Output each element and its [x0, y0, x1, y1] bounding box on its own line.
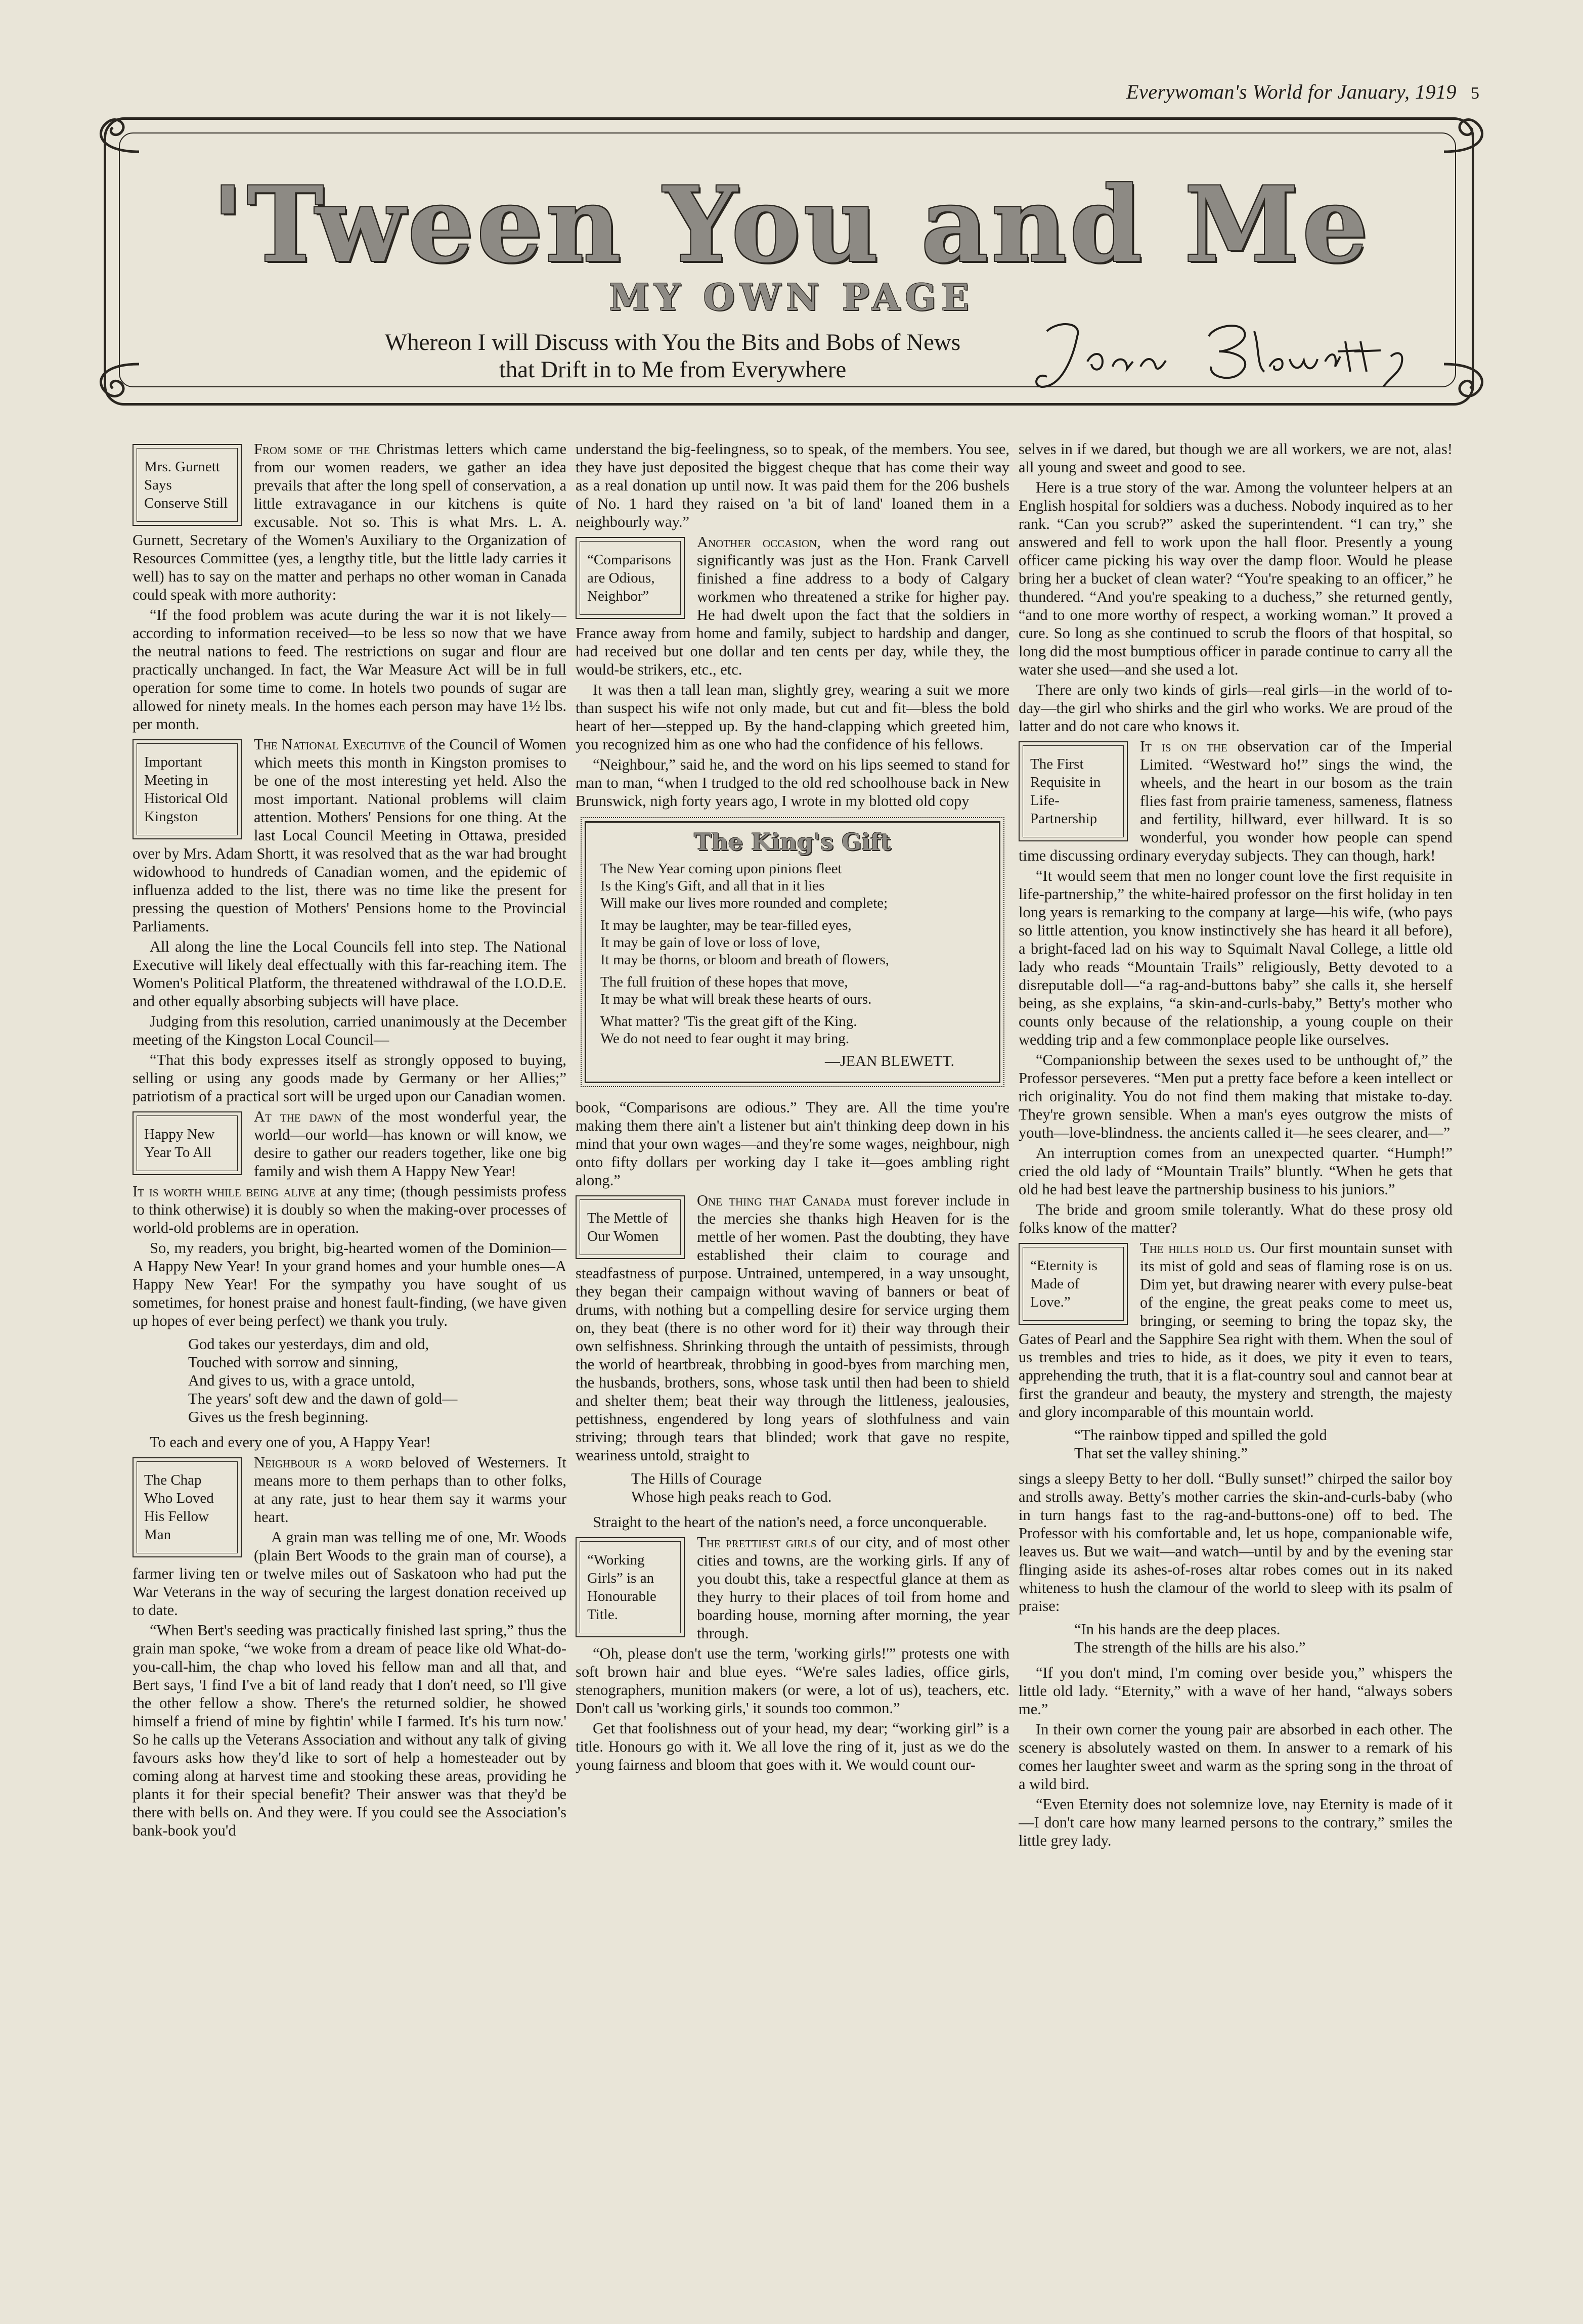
poem-author: —JEAN BLEWETT.	[824, 1053, 954, 1069]
sidebar-heading-box	[576, 1537, 685, 1637]
sidebar-heading: The Mettle of Our Women	[580, 1199, 681, 1255]
lead-in: It is on the	[1140, 738, 1227, 755]
paragraph-text: of our city, and of most other cities and towns, are the working girls. If any of you doubt this, take a respectful glance at them as they hurry to their places of toil from home and boarding house, morning after morning, the year through.	[697, 1534, 1009, 1642]
paragraph-text: when the word rang out significantly was just as the Hon. Frank Carvell finished a fine address to a body of Calgary workmen who threatened a strike for higher pay. He had dwelt upon the fact that the soldiers in France away from home and family, subject to hardship and danger, had received but one dollar and ten cents per day, while they, the would-be strikers, etc., etc.	[576, 533, 1009, 678]
paragraph: Get that foolishness out of your head, my dear; “working girl” is a title. Honours go with it. We all love the ring of it, just as we do the young fairness and bloom that goes with it. We would count our-	[576, 1720, 1009, 1773]
poem-line: And gives to us, with a grace untold,	[188, 1372, 415, 1389]
poem-line: What matter? 'Tis the great gift of the King.	[600, 1013, 857, 1030]
poem-line: The strength of the hills are his also.”	[1074, 1639, 1306, 1656]
scroll-ornament-icon	[89, 354, 149, 415]
scroll-ornament-icon	[89, 101, 149, 162]
paragraph: book, “Comparisons are odious.” They are. All the time you're making them there ain't a listener but ain't thinking deep down in his mind that your own wages—and they're some wages, neighbour, nigh onto fifty dollars per working day I take it—goes ambling right along.”	[576, 1099, 1009, 1189]
sidebar-heading: The First Requisite in Life-Partnership	[1023, 745, 1124, 837]
paragraph: “It would seem that men no longer count love the first requisite in life-partnership,” the white-haired professor on the first holiday in ten long years is remarking to the company at large—his wife, (who pays so little attention, you know instinctively she has heard it all before), a bright-faced lad on his way to Squimalt Naval College, a little old lady who reads “Mountain Trails” religiously, Betty devoted to a disreputable doll—“a rag-and-buttons baby” she calls it, she herself being, as she explains, “a skin-and-curls-baby,” Betty's mother who counts only because of the relationship, a young couple on their wedding trip and a few commonplace people like ourselves.	[1019, 867, 1453, 1048]
poem-line: The years' soft dew and the dawn of gold—	[188, 1390, 458, 1407]
paragraph-text: beloved of Westerners. It means more to them perhaps than to other folks, at any rate, just to hear them say it warms your heart.	[254, 1454, 566, 1526]
paragraph: “Companionship between the sexes used to be unthought of,” the Professor perseveres. “Men put a pretty face before a keen intellect or rich originality. You do not find them making that mistake to-day. They're grown sensible. When a man's eyes outgrow the mists of youth—love-blindness. the ancients called it—he sees clearer, and—”	[1019, 1051, 1453, 1141]
sidebar-heading: Mrs. Gurnett Says Conserve Still	[137, 448, 238, 522]
paragraph: “If the food problem was acute during the war it is not likely—according to information received—to be less so now that we have the neutral nations to feed. The restrictions on sugar and flour are practically unchanged. In fact, the War Measure Act will be in full operation for some time to come. In hotels two pounds of sugar are allowed for ninety meals. In the homes each person may have 1½ lbs. per month.	[133, 606, 566, 733]
paragraph-text: of the most wonderful year, the world—our world—has known or will know, we desire to gather our readers together, like one big family and wish them A Happy New Year!	[254, 1108, 566, 1180]
lead-in: It is worth while being alive	[133, 1183, 316, 1200]
poem-line: Whose high peaks reach to God.	[631, 1488, 832, 1505]
paragraph-text: must forever include in the mercies she thanks high Heaven for is the mettle of her women. Past the doubting, they have established their claim to courage and steadfastness of purpose. Untrained, untempered, in a way unsought, they began their campaign without waving of banners or beat of drums, with nothing but a compelling desire for service urging them on, they beat (there is no other word for it) their way through their own selfishness. Shrinking through the untaith of pessimists, through the world of heartbreak, throbbing in good-byes from marching men, the husbands, brothers, sons, whose task until then had been to shield and shelter them; beat their way through the littleness, jealousies, pettishness, engendered by long years of slothfulness and vain striving; through tears that blinded; work that gave no respite, weariness untold, straight to	[576, 1192, 1009, 1464]
paragraph: It was then a tall lean man, slightly grey, wearing a suit we more than suspect his wife not only made, but cut and fit—bless the bold heart of her—stepped up. By the hand-clapping which greeted him, you recognized him as one who had the confidence of his fellows.	[576, 681, 1009, 753]
paragraph-text: at any time; (though pessimists profess to think otherwise) it is doubly so when the making-over processes of world-old problems are in operation.	[133, 1183, 566, 1236]
sidebar-heading-box	[576, 1195, 685, 1259]
paragraph: “When Bert's seeding was practically finished last spring,” thus the grain man spoke, “we woke from a dream of peace like old What-do-you-call-him, the chap who loved his fellow man and all that, and Bert says, 'I find I've a bit of land ready that I don't need, so I'll give the other fellow a show. There's the returned soldier, he showed himself a friend of mine by fightin' while I farmed. It's his turn now.' So he calls up the Veterans Association and without any talk of giving favours asks how they'd like to sort of help a homesteader out by coming along at harvest time and stooking these areas, providing he plants it for their special benefit? Their answer was that they'd be there with bells on. And they were. If you could see the Association's bank-book you'd	[133, 1622, 566, 1839]
poem-line: It may be thorns, or bloom and breath of flowers,	[600, 952, 889, 968]
paragraph: Here is a true story of the war. Among the volunteer helpers at an English hospital for soldiers was a duchess. Nobody inquired as to her rank. “Can you scrub?” asked the superintendent. “I can try,” she answered and fell to work upon the hall floor. Presently a young officer came picking his way over the damp floor. Would he please bring her a bucket of clean water? “You're speaking to an officer,” he thundered. “And you're speaking to a duchess,” she returned gently, “and to one more worthy of respect, a working woman.” It proved a cure. So long as she continued to scrub the floors of that hospital, so long did the most bumptious officer in parade continue to carry all the water she used—and she used a lot.	[1019, 479, 1453, 678]
sidebar-heading: Important Meeting in Historical Old Kingston	[137, 743, 238, 835]
poem-line: Will make our lives more rounded and complete;	[600, 895, 888, 911]
paragraph: Judging from this resolution, carried unanimously at the December meeting of the Kingston Local Council—	[133, 1013, 566, 1048]
poem-line: “The rainbow tipped and spilled the gold	[1074, 1426, 1327, 1444]
paragraph: “Neighbour,” said he, and the word on his lips seemed to stand for man to man, “when I trudged to the old red schoolhouse back in New Brunswick, nigh forty years ago, I wrote in my blotted old copy	[576, 756, 1009, 810]
sidebar-heading: “Working Girls” is an Honourable Title.	[580, 1541, 681, 1633]
sidebar-heading: Happy New Year To All	[137, 1115, 238, 1171]
poem	[631, 1469, 1009, 1506]
article-column-1	[133, 440, 566, 2220]
sidebar-heading-box	[133, 1111, 242, 1175]
lead-in: From some of the	[254, 440, 370, 458]
lead-in: Neighbour is a word	[254, 1454, 393, 1471]
poem-line: Is the King's Gift, and all that in it lies	[600, 878, 825, 894]
sidebar-heading-box	[133, 444, 242, 526]
poem-box-kings-gift	[585, 821, 1000, 1083]
poem-line: The Hills of Courage	[631, 1470, 762, 1487]
poem	[1074, 1620, 1453, 1657]
page-title: 'Tween You and Me	[211, 164, 1372, 286]
poem-line: It may be what will break these hearts of ours.	[600, 991, 872, 1007]
sidebar-heading-box	[133, 739, 242, 839]
lead-in: At the dawn	[254, 1108, 342, 1125]
paragraph: The bride and groom smile tolerantly. What do these prosy old folks know of the matter?	[1019, 1201, 1453, 1236]
poem-line: It may be gain of love or loss of love,	[600, 934, 820, 951]
poem-line: That set the valley shining.”	[1074, 1445, 1248, 1462]
paragraph: To each and every one of you, A Happy Year!	[150, 1434, 431, 1451]
sidebar-heading-box	[133, 1457, 242, 1557]
tagline-line: that Drift in to Me from Everywhere	[499, 356, 847, 383]
paragraph: A grain man was telling me of one, Mr. Woods (plain Bert Woods to the grain man of course), a farmer living ten or twelve miles out of Saskatoon who had put the War Veterans in the way of securing the largest donation received up to date.	[133, 1529, 566, 1619]
tagline-line: Whereon I will Discuss with You the Bits and Bobs of News	[384, 329, 961, 355]
lead-in: The National Executive	[254, 736, 406, 753]
paragraph: There are only two kinds of girls—real girls—in the world of to-day—the girl who shirks and the girl who works. We are proud of the latter and do not care who knows it.	[1019, 681, 1453, 735]
poem-line: Touched with sorrow and sinning,	[188, 1354, 399, 1371]
paragraph: selves in if we dared, but though we are all workers, we are not, alas! all young and sweet and good to see.	[1019, 440, 1453, 476]
lead-in: The prettiest girls	[697, 1534, 817, 1551]
paragraph: An interruption comes from an unexpected quarter. “Humph!” cried the old lady of “Mountain Trails” bluntly. “When he gets that old he had best leave the partnership business to his juniors.”	[1019, 1144, 1453, 1198]
poem-line: God takes our yesterdays, dim and old,	[188, 1335, 429, 1353]
page-number: 5	[1471, 84, 1479, 103]
running-head: Everywoman's World for January, 1919	[1126, 80, 1457, 103]
paragraph: In their own corner the young pair are absorbed in each other. The scenery is absolutely wasted on them. In answer to a remark of his comes her laughter sweet and warm as the spring song in the throat of a wild bird.	[1019, 1721, 1453, 1793]
tagline	[319, 329, 1027, 383]
sidebar-heading-box	[1019, 1243, 1128, 1325]
paragraph-text: of the Council of Women which meets this month in Kingston promises to be one of the most interesting yet held. Also the most important. National problems will claim attention. Mothers' Pensions for one thing. At the last Local Council Meeting in Ottawa, presided over by Mrs. Adam Shortt, it was resolved that as the war had brought widowhood to hundreds of Canadian women, and the epidemic of influenza added to the list, there was no time like the present for pressing the question of Mothers' Pensions home to the Provincial Parliaments.	[133, 736, 566, 935]
paragraph: “Even Eternity does not solemnize love, nay Eternity is made of it—I don't care how many learned persons to the contrary,” smiles the little grey lady.	[1019, 1796, 1453, 1849]
paragraph: understand the big-feelingness, so to speak, of the members. You see, they have just deposited the biggest cheque that has come their way as a real donation up until now. It was paid them for the 206 bushels of No. 1 hard they raised on 'a bit of land' loaned them in a neighbourly way.”	[576, 440, 1009, 530]
paragraph: Straight to the heart of the nation's need, a force unconquerable.	[593, 1513, 987, 1531]
sidebar-heading-box	[1019, 741, 1128, 841]
paragraph	[133, 1182, 566, 1237]
scroll-ornament-icon	[1434, 101, 1494, 162]
paragraph: “If you don't mind, I'm coming over beside you,” whispers the little old lady. “Eternity,” with a wave of her hand, “always sobers me.”	[1019, 1664, 1453, 1718]
poem	[188, 1335, 566, 1426]
article-column-3	[1019, 440, 1453, 2220]
poem-line: The New Year coming upon pinions fleet	[600, 861, 842, 877]
lead-in: One thing that Canada	[697, 1192, 851, 1209]
paragraph: “Oh, please don't use the term, 'working girls!'” protests one with soft brown hair and blue eyes. “We're sales ladies, office girls, stenographers, munition makers (or were, a lot of us), teachers, etc. Don't call us 'working girls,' it sounds too common.”	[576, 1645, 1009, 1717]
poem-line: The full fruition of these hopes that move,	[600, 974, 848, 990]
sidebar-heading: The Chap Who Loved His Fellow Man	[137, 1461, 238, 1553]
poem-line: “In his hands are the deep places.	[1074, 1621, 1281, 1638]
poem	[1074, 1426, 1453, 1462]
poem-title: The King's Gift	[694, 828, 891, 856]
article-column-2	[576, 440, 1009, 2220]
paragraph: So, my readers, you bright, big-hearted women of the Dominion—A Happy New Year! In your grand homes and your humble ones—A Happy New Year! For the sympathy you have sought of us sometimes, for honest praise and honest fault-finding, (we have given up hopes of ever being perfect) we thank you truly.	[133, 1239, 566, 1329]
paragraph: sings a sleepy Betty to her doll. “Bully sunset!” chirped the sailor boy and strolls away. Betty's mother carries the skin-and-curls-baby (who in turn hangs fast to the rag-and-buttons-one) off to bed. The Professor with his comfortable and, let us hope, companionable wife, leaves us. But we wait—and watch—until by and by the evening star flinging aside its ashes-of-roses altar robes comes out in its naked whiteness to hush the clamour of the world to sleep with its psalm of praise:	[1019, 1470, 1453, 1615]
signature-image	[1027, 301, 1482, 402]
paragraph: “That this body expresses itself as strongly opposed to buying, selling or using any goods made by Germany or her Allies;” patriotism of a practical sort will be urged upon our Canadian women.	[133, 1051, 566, 1105]
poem-line: It may be laughter, may be tear-filled eyes,	[600, 917, 852, 933]
sidebar-heading: “Comparisons are Odious, Neighbor”	[580, 541, 681, 615]
lead-in: Another occasion,	[697, 533, 821, 551]
lead-in: The hills hold us.	[1140, 1239, 1255, 1257]
paragraph-text: Christmas letters which came from our women readers, we gather an idea prevails that after the long spell of conservation, a little extravagance in our kitchens is quite excusable. Not so. This is what Mrs. L. A. Gurnett, Secretary of the Women's Auxiliary to the Organization of Resources Committee (yes, a lengthy title, but the little lady carries it well) has to say on the matter and perhaps no other woman in Canada could speak with more authority:	[133, 440, 566, 603]
sidebar-heading: “Eternity is Made of Love.”	[1023, 1247, 1124, 1321]
paragraph: All along the line the Local Councils fell into step. The National Executive will likely deal effectually with this far-reaching item. The Women's Political Platform, the threatened withdrawal of the I.O.D.E. and other equally absorbing subjects will have place.	[133, 938, 566, 1010]
page-subtitle: MY OWN PAGE	[609, 276, 974, 319]
paragraph-text: Our first mountain sunset with its mist of gold and seas of flaming rose is on us. Dim yet, but drawing nearer with every pulse-beat of the engine, the great peaks come to meet us, bringing, or seeming to bring the topaz sky, the Gates of Pearl and the Sapphire Sea right with them. When the soul of us trembles and tries to hide, as it does, we pity it even to tears, apprehending the truth, that it is a flat-country soul and cannot bear at first the grandeur and beauty, the mystery and strength, the majesty and glory incomparable of this mountain world.	[1019, 1239, 1453, 1420]
paragraph-text: observation car of the Imperial Limited. “Westward ho!” sings the wind, the wheels, and the heart in our bosom as the train flies fast from prairie tameness, sameness, flatness and fertility, hillward, ever hillward. It is so wonderful, you wonder how people can spend time discussing ordinary everyday subjects. They can though, hark!	[1019, 738, 1453, 864]
poem-line: We do not need to fear ought it may bring.	[600, 1031, 850, 1047]
sidebar-heading-box	[576, 537, 685, 619]
poem-line: Gives us the fresh beginning.	[188, 1408, 369, 1425]
